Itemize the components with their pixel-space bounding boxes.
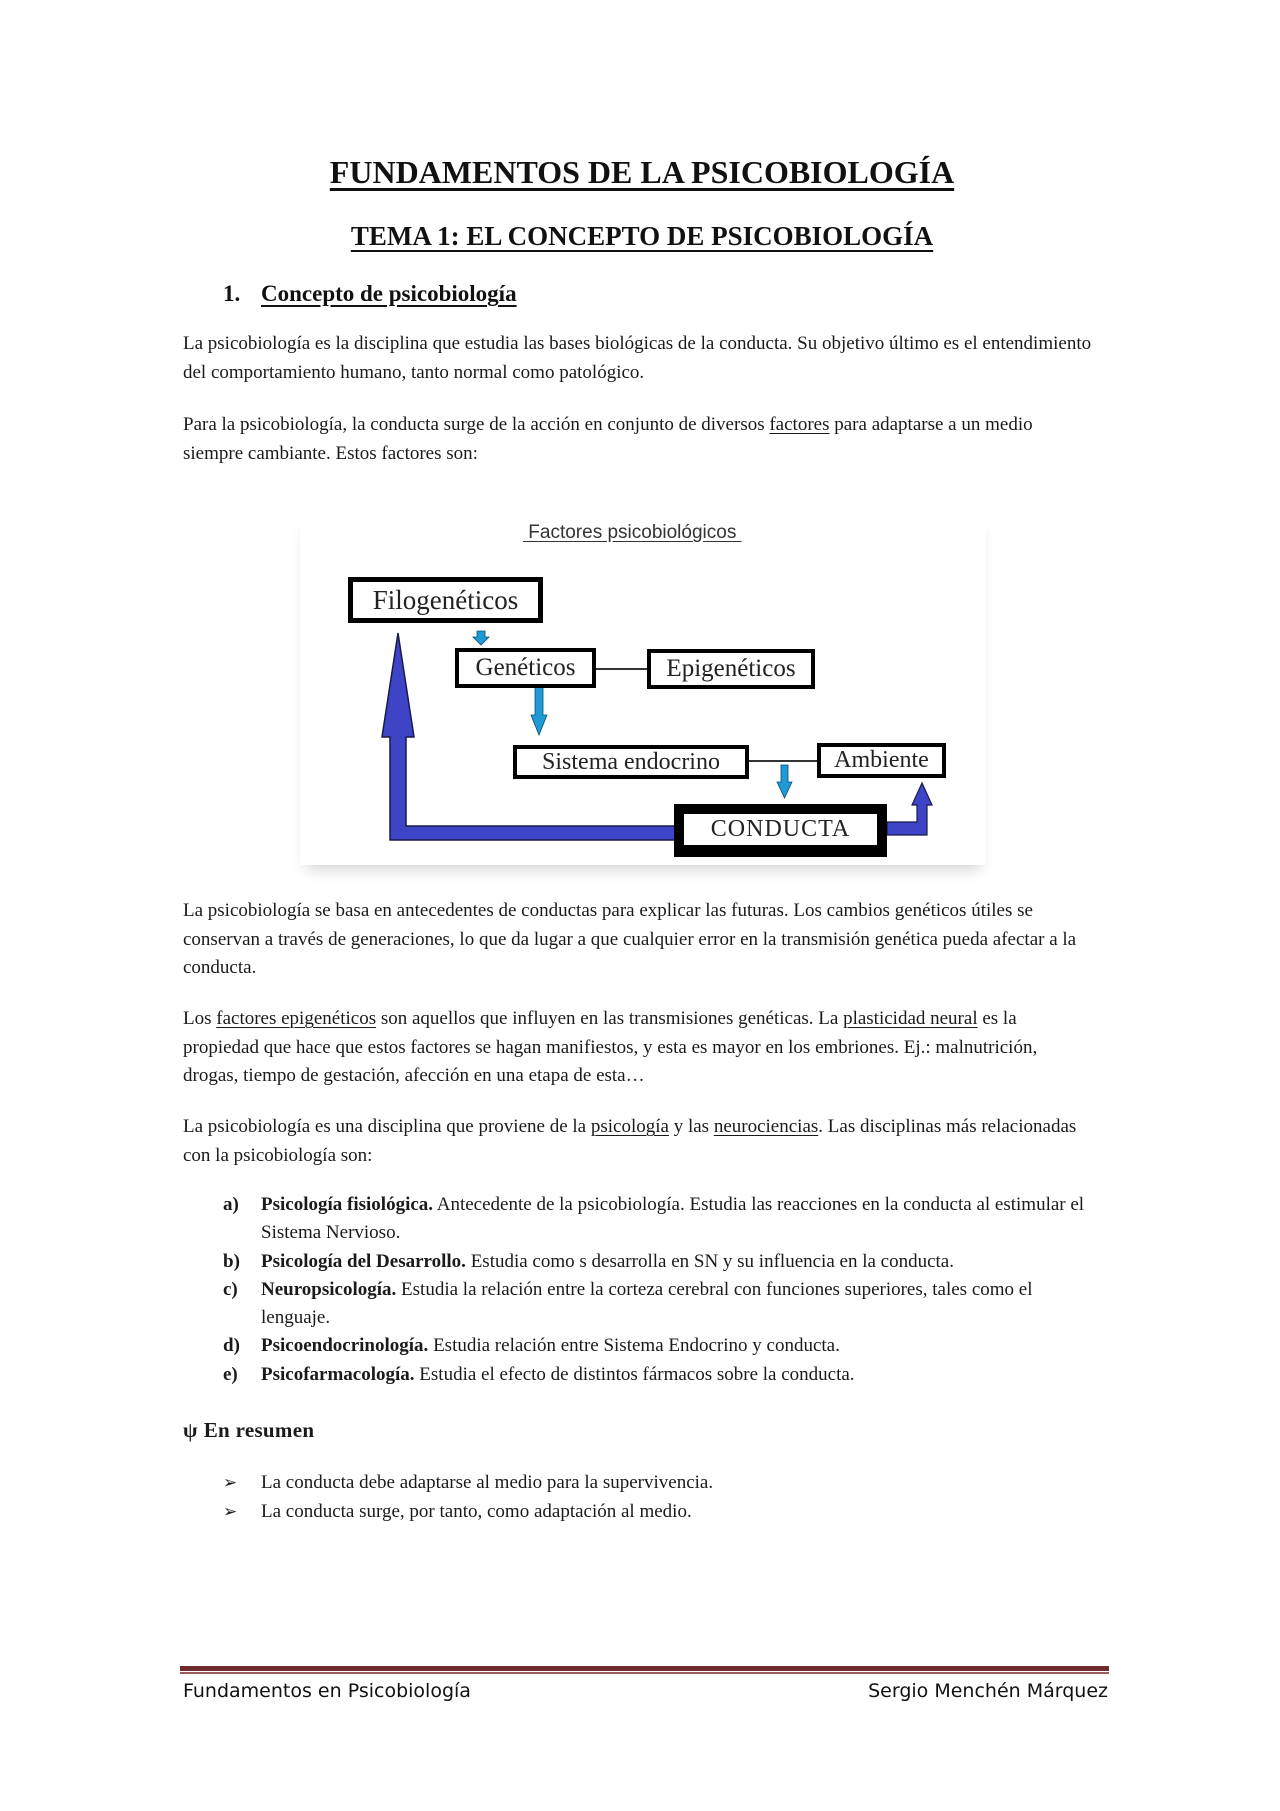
text: para adaptarse a un medio siempre cambiante. Estos factores son: [183,414,1033,464]
discipline-term: Psicoendocrinología. [261,1335,429,1357]
list-item [223,1361,1103,1389]
arrow-down-icon [473,631,489,645]
text: . Las disciplinas más relacionadas con la psicobiología son: [183,1116,1077,1166]
list-item [223,1497,713,1526]
summary-heading [183,1418,314,1443]
underlined-term-psicologia: psicología [590,1116,669,1137]
list-marker: e) [223,1363,238,1385]
psi-icon: ψ [183,1418,198,1442]
text: Para la psicobiología, la conducta surge de la acción en conjunto de diversos [183,414,770,435]
arrow-bullet-icon: ➢ [223,1473,238,1492]
diagram-title: Factores psicobiológicos [523,522,742,543]
list-item [223,1276,1103,1333]
connector-line [749,760,817,762]
node-geneticos: Genéticos [455,648,596,688]
summary-heading-label: En resumen [203,1418,315,1442]
text: es la propiedad que hace que estos factores se hagan manifiestos, y esta es mayor en los embriones. Ej.: malnutrición, drogas, tiempo de gestación, afección en una etapa de esta… [183,1008,1038,1087]
paragraph-antecedents: La psicobiología se basa en antecedentes de conductas para explicar las futuras. Los cambios genéticos útiles se conservan a través de generaciones, lo que da lugar a que cualquier error en la transmisión genética pueda afectar a la conducta. [183,900,1077,979]
list-item [223,1191,1103,1248]
text: La psicobiología es una disciplina que proviene de la [183,1116,591,1137]
node-conducta: CONDUCTA [674,804,887,857]
arrow-down-icon [777,765,792,798]
discipline-term: Neuropsicología. [261,1278,397,1300]
list-marker: d) [223,1335,240,1357]
document-title: FUNDAMENTOS DE LA PSICOBIOLOGÍA [329,154,955,190]
text: y las [668,1116,714,1137]
discipline-term: Psicofarmacología. [261,1363,415,1385]
text: Los [183,1008,217,1029]
discipline-term: Psicología fisiológica. [261,1194,434,1215]
underlined-term-factores-epigeneticos: factores epigenéticos [216,1008,377,1029]
discipline-description: Estudia relación entre Sistema Endocrino y conducta. [428,1335,840,1357]
list-marker: b) [223,1250,240,1272]
topic-title: TEMA 1: EL CONCEPTO DE PSICOBIOLOGÍA [350,221,934,251]
underlined-term-factores: factores [769,414,830,435]
ambiente-arrow-icon [887,783,932,835]
section-heading [223,281,517,307]
node-epigeneticos: Epigenéticos [647,649,815,689]
list-marker: c) [223,1278,238,1300]
node-filogeneticos: Filogenéticos [348,577,543,623]
discipline-description: Antecedente de la psicobiología. Estudia las reacciones en la conducta al estimular el Sistema Nervioso. [261,1194,1085,1244]
summary-list [223,1468,713,1526]
connector-line [596,668,647,670]
footer-divider [180,1666,1109,1676]
section-number: 1. [223,281,241,306]
text: son aquellos que influyen en las transmisiones genéticas. La [376,1008,844,1029]
arrow-bullet-icon: ➢ [223,1502,238,1521]
footer-author: Sergio Menchén Márquez [868,1680,1108,1702]
bullet-text: La conducta debe adaptarse al medio para la supervivencia. [261,1472,714,1493]
discipline-description: Estudia el efecto de distintos fármacos sobre la conducta. [414,1363,855,1385]
footer-course-name: Fundamentos en Psicobiología [183,1680,471,1702]
discipline-description: Estudia la relación entre la corteza cerebral con funciones superiores, tales como el lenguaje. [261,1278,1033,1329]
underlined-term-plasticidad-neural: plasticidad neural [843,1008,978,1029]
discipline-term: Psicología del Desarrollo. [261,1250,466,1272]
paragraph-factors [183,411,1093,468]
list-item [223,1248,1103,1276]
paragraph-definition: La psicobiología es la disciplina que estudia las bases biológicas de la conducta. Su objetivo último es el entendimiento del comportamiento humano, tanto normal como patológico. [183,333,1092,383]
underlined-term-neurociencias: neurociencias [713,1116,819,1137]
discipline-description: Estudia como s desarrolla en SN y su influencia en la conducta. [465,1250,954,1272]
paragraph-disciplines-intro [183,1113,1093,1170]
factors-diagram [300,515,986,865]
node-ambiente: Ambiente [817,743,946,778]
list-item [223,1332,1103,1360]
list-item [223,1468,713,1497]
list-marker: a) [223,1194,239,1215]
section-label: Concepto de psicobiología [261,281,517,306]
node-sistema-endocrino: Sistema endocrino [513,745,749,779]
disciplines-list [223,1191,1103,1389]
paragraph-epigenetic [183,1005,1093,1091]
bullet-text: La conducta surge, por tanto, como adaptación al medio. [261,1501,692,1522]
